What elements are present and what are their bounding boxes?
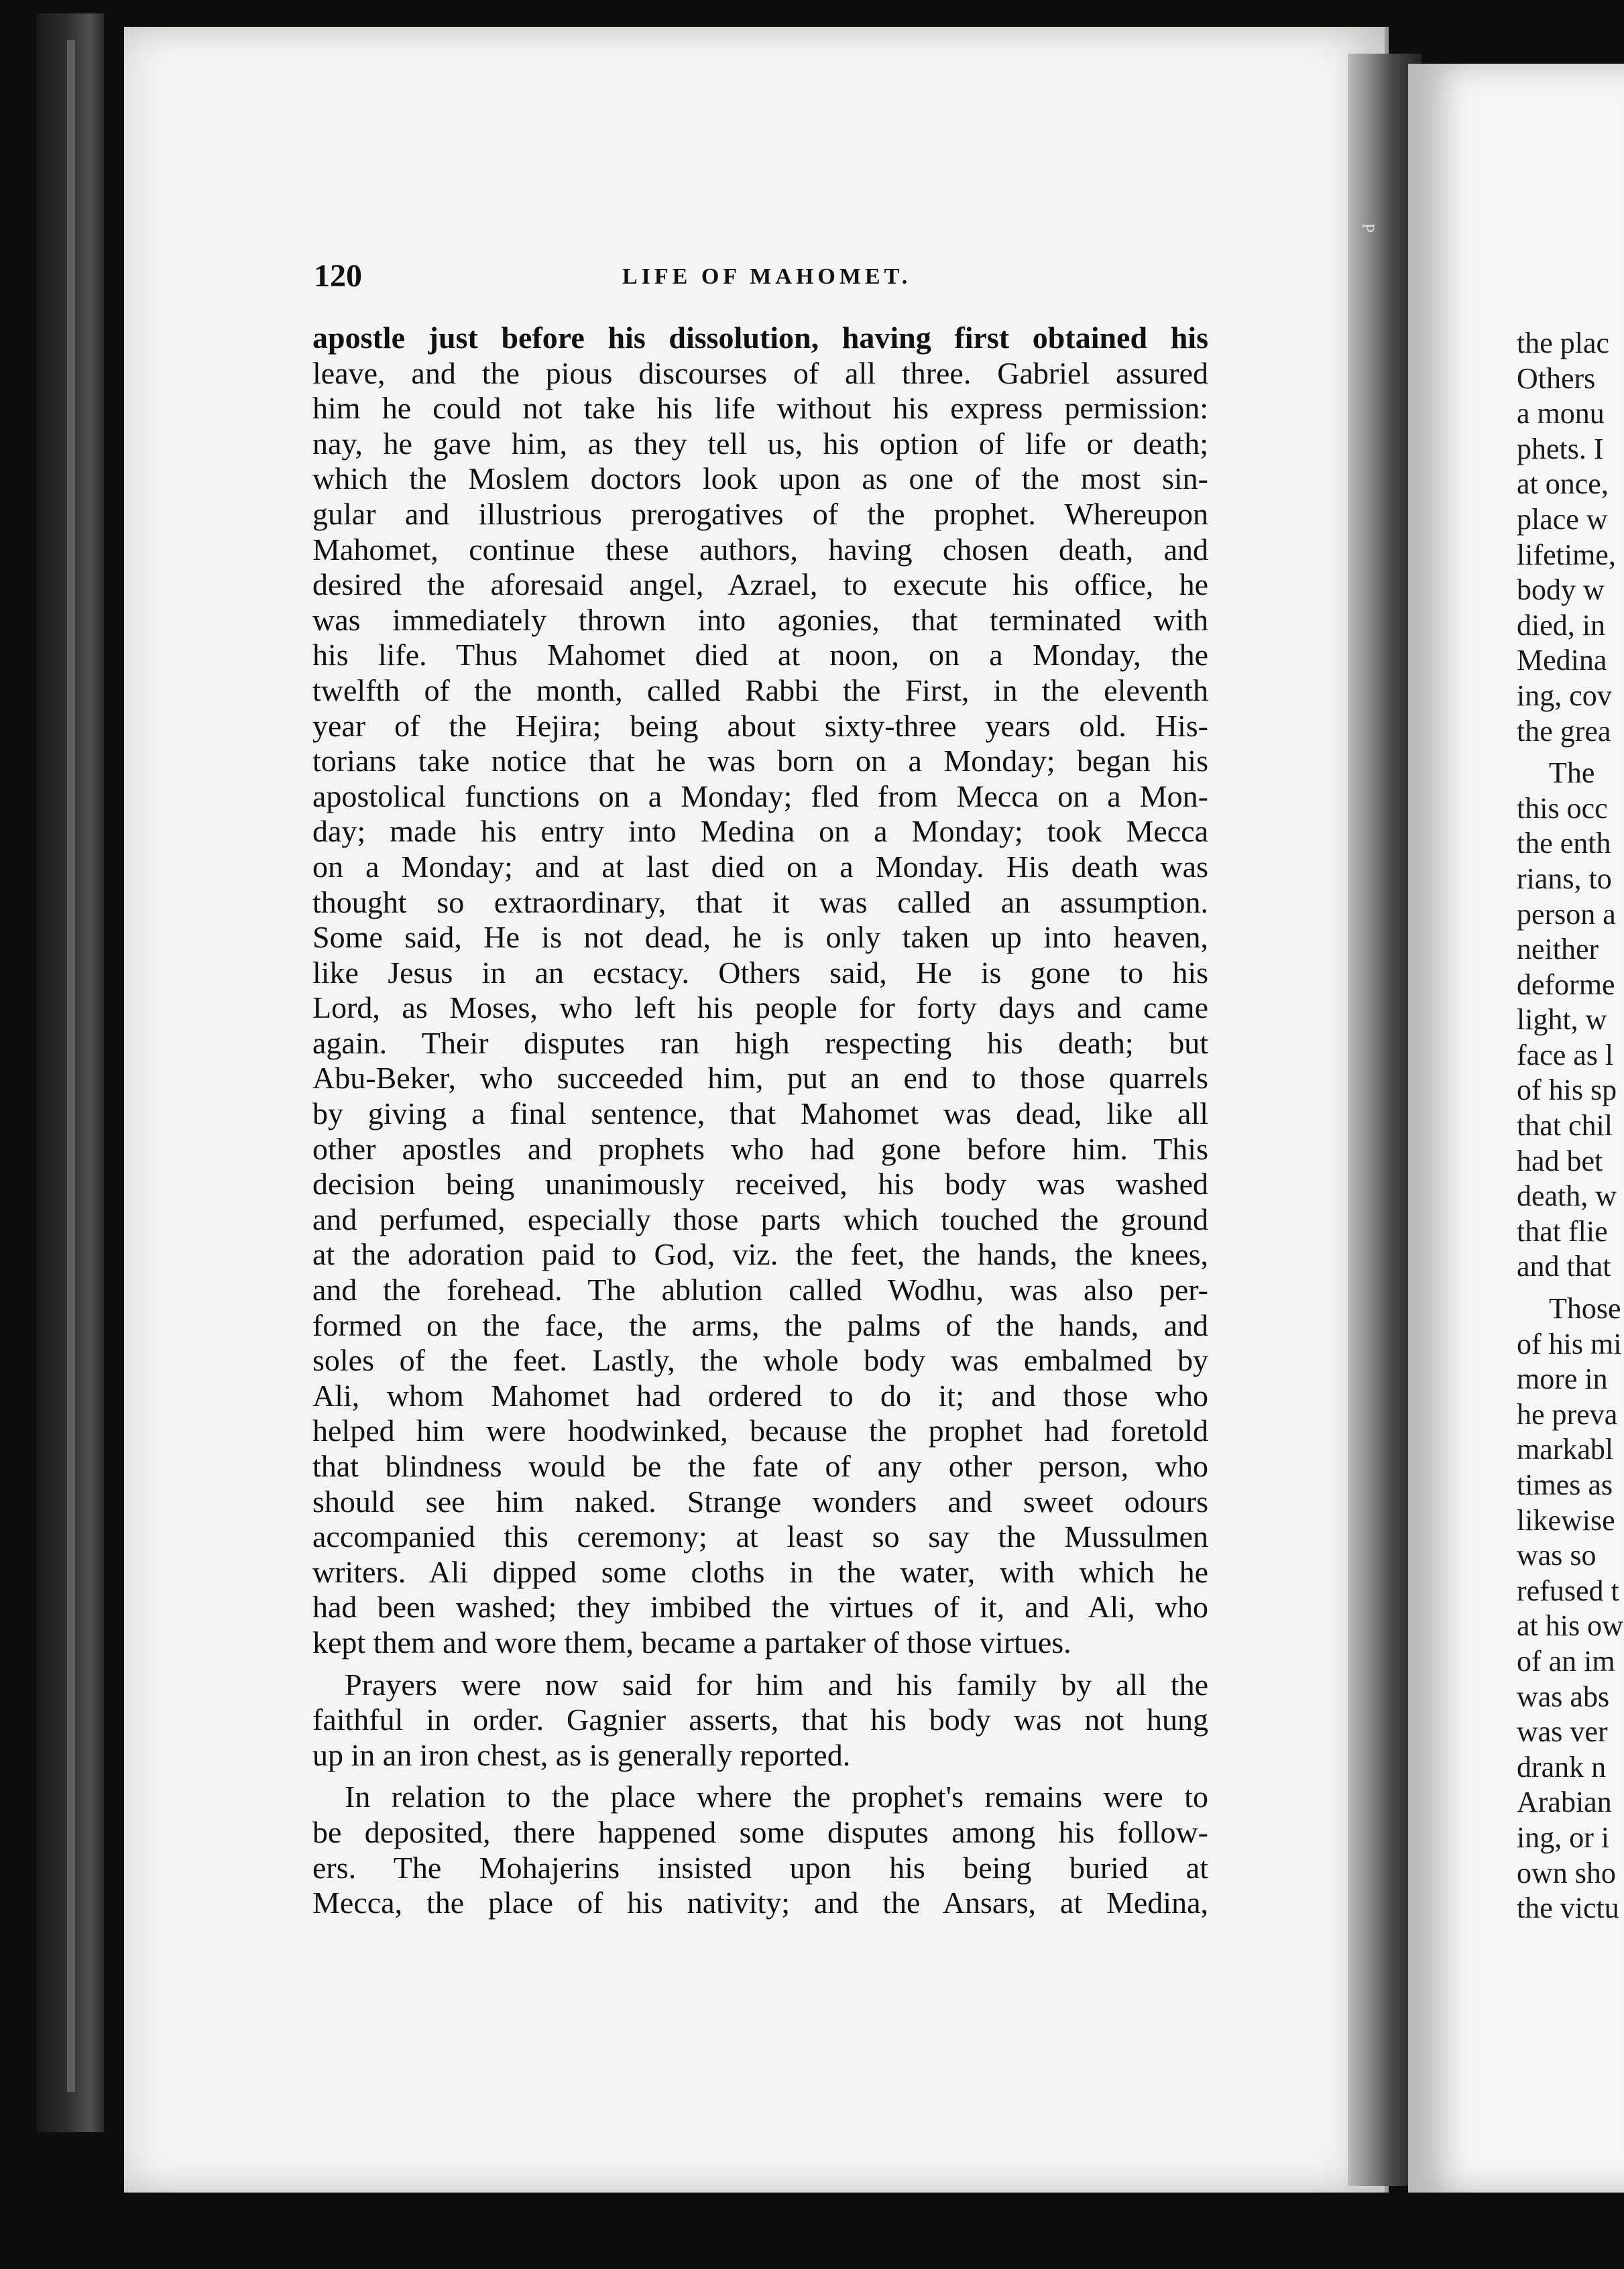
paragraph-2	[312, 1668, 1208, 1773]
facing-line: more in	[1517, 1362, 1608, 1396]
text-line: leave, and the pious discourses of all three. Gabriel assured	[312, 355, 1208, 390]
facing-line: the victu	[1517, 1892, 1619, 1925]
text-line: up in an iron chest, as is generally reported.	[312, 1737, 851, 1772]
text-line: which the Moslem doctors look upon as one of the most sin-	[312, 461, 1208, 496]
gutter-mark: P	[1358, 223, 1379, 233]
main-text	[312, 321, 1208, 1921]
text-line: be deposited, there happened some disputes among his follow-	[312, 1814, 1208, 1849]
running-title: LIFE OF MAHOMET.	[622, 264, 912, 289]
facing-line: Arabian	[1517, 1786, 1612, 1819]
facing-line: of his mi	[1517, 1327, 1622, 1360]
text-line: had been washed; they imbibed the virtues of it, and Ali, who	[312, 1590, 1208, 1625]
running-header	[314, 257, 1212, 298]
facing-line: likewise	[1517, 1503, 1615, 1537]
text-line: formed on the face, the arms, the palms of the hands, and	[312, 1307, 1208, 1342]
facing-line: ing, or i	[1517, 1820, 1610, 1854]
facing-line: markabl	[1517, 1433, 1614, 1466]
facing-line: Those	[1549, 1292, 1621, 1326]
facing-line: the plac	[1517, 327, 1610, 359]
facing-line: at once,	[1517, 467, 1609, 501]
text-line: Prayers were now said for him and his family by all the	[345, 1667, 1208, 1702]
facing-line: ing, cov	[1517, 679, 1612, 712]
facing-line: a monu	[1517, 397, 1605, 430]
facing-line: deforme	[1517, 968, 1615, 1001]
text-line: ers. The Mohajerins insisted upon his being buried at	[312, 1850, 1208, 1885]
text-line: was immediately thrown into agonies, that terminated with	[312, 602, 1208, 637]
facing-line: and that	[1517, 1250, 1611, 1283]
text-line: gular and illustrious prerogatives of the prophet. Whereupon	[312, 496, 1208, 531]
text-line: on a Monday; and at last died on a Monday. His death was	[312, 849, 1208, 884]
facing-line: light, w	[1517, 1003, 1607, 1037]
facing-line: drank n	[1517, 1750, 1607, 1784]
facing-line: was ver	[1517, 1715, 1608, 1749]
facing-line: died, in	[1517, 608, 1605, 642]
facing-line: body w	[1517, 573, 1605, 607]
text-line: like Jesus in an ecstacy. Others said, He is gone to his	[312, 955, 1208, 990]
text-line: apostolical functions on a Monday; fled from Mecca on a Mon-	[312, 778, 1208, 813]
facing-line: rians, to	[1517, 862, 1612, 895]
facing-line: lifetime,	[1517, 538, 1616, 571]
page-number: 120	[314, 258, 362, 294]
text-line: Mecca, the place of his nativity; and the Ansars, at Medina,	[312, 1885, 1208, 1920]
text-line: In relation to the place where the prophet's remains were to	[345, 1780, 1208, 1814]
text-line: year of the Hejira; being about sixty-three years old. His-	[312, 708, 1208, 743]
text-line: that blindness would be the fate of any other person, who	[312, 1449, 1208, 1483]
text-line: Lord, as Moses, who left his people for forty days and came	[312, 990, 1208, 1025]
facing-line: of his sp	[1517, 1073, 1617, 1107]
text-line: day; made his entry into Medina on a Monday; took Mecca	[312, 814, 1208, 849]
paragraph-3	[312, 1780, 1208, 1920]
text-line: desired the aforesaid angel, Azrael, to execute his office, he	[312, 567, 1208, 602]
facing-line: face as l	[1517, 1038, 1614, 1071]
text-line: by giving a final sentence, that Mahomet was dead, like all	[312, 1096, 1208, 1131]
facing-line: the enth	[1517, 827, 1611, 860]
facing-line: of an im	[1517, 1644, 1615, 1678]
text-line: his life. Thus Mahomet died at noon, on a Monday, the	[312, 638, 1208, 673]
facing-line: the grea	[1517, 714, 1611, 748]
text-line: and the forehead. The ablution called Wodhu, was also per-	[312, 1273, 1208, 1307]
facing-line: Others	[1517, 361, 1596, 395]
facing-line: The	[1549, 756, 1595, 790]
facing-line: Medina	[1517, 644, 1607, 677]
facing-line: was so	[1517, 1539, 1597, 1572]
text-line: nay, he gave him, as they tell us, his option of life or death;	[312, 426, 1208, 461]
text-line: helped him were hoodwinked, because the prophet had foretold	[312, 1413, 1208, 1448]
text-line: Some said, He is not dead, he is only taken up into heaven,	[312, 920, 1208, 955]
facing-line: that flie	[1517, 1214, 1608, 1248]
facing-line: refused t	[1517, 1574, 1619, 1607]
binding-highlight	[67, 40, 75, 2092]
facing-line: had bet	[1517, 1144, 1603, 1177]
text-line: Abu-Beker, who succeeded him, put an end to those quarrels	[312, 1061, 1208, 1096]
paragraph-1	[312, 321, 1208, 1661]
text-line: him he could not take his life without his express permission:	[312, 391, 1208, 426]
text-line: twelfth of the month, called Rabbi the First, in the eleventh	[312, 673, 1208, 707]
text-line: faithful in order. Gagnier asserts, that his body was not hung	[312, 1702, 1208, 1737]
facing-page-text	[1517, 326, 1624, 1926]
facing-line: that chil	[1517, 1109, 1613, 1143]
text-line: torians take notice that he was born on a Monday; began his	[312, 744, 1208, 778]
text-line: again. Their disputes ran high respecting his death; but	[312, 1025, 1208, 1060]
text-line: Ali, whom Mahomet had ordered to do it; and those who	[312, 1378, 1208, 1413]
text-line: writers. Ali dipped some cloths in the water, with which he	[312, 1554, 1208, 1589]
facing-line: neither	[1517, 933, 1599, 966]
text-line: other apostles and prophets who had gone before him. This	[312, 1131, 1208, 1166]
text-line: decision being unanimously received, his body was washed	[312, 1167, 1208, 1202]
text-line: accompanied this ceremony; at least so say the Mussulmen	[312, 1519, 1208, 1554]
facing-line: own sho	[1517, 1856, 1616, 1889]
facing-line: he preva	[1517, 1397, 1618, 1431]
text-line: Mahomet, continue these authors, having chosen death, and	[312, 532, 1208, 567]
text-line: should see him naked. Strange wonders and sweet odours	[312, 1484, 1208, 1519]
text-line: kept them and wore them, became a partaker of those virtues.	[312, 1625, 1071, 1660]
facing-line: this occ	[1517, 791, 1608, 825]
facing-line: place w	[1517, 502, 1608, 536]
text-line: soles of the feet. Lastly, the whole body was embalmed by	[312, 1343, 1208, 1378]
text-line: and perfumed, especially those parts which touched the ground	[312, 1202, 1208, 1236]
facing-line: death, w	[1517, 1179, 1617, 1213]
facing-line: times as	[1517, 1468, 1613, 1501]
text-line: thought so extraordinary, that it was called an assumption.	[312, 884, 1208, 919]
text-line: at the adoration paid to God, viz. the feet, the hands, the knees,	[312, 1237, 1208, 1272]
facing-line: was abs	[1517, 1680, 1610, 1713]
text-line: apostle just before his dissolution, having first obtained his	[312, 321, 1208, 355]
facing-line: person a	[1517, 897, 1616, 931]
facing-line: at his ow	[1517, 1609, 1623, 1643]
facing-line: phets. I	[1517, 432, 1604, 465]
